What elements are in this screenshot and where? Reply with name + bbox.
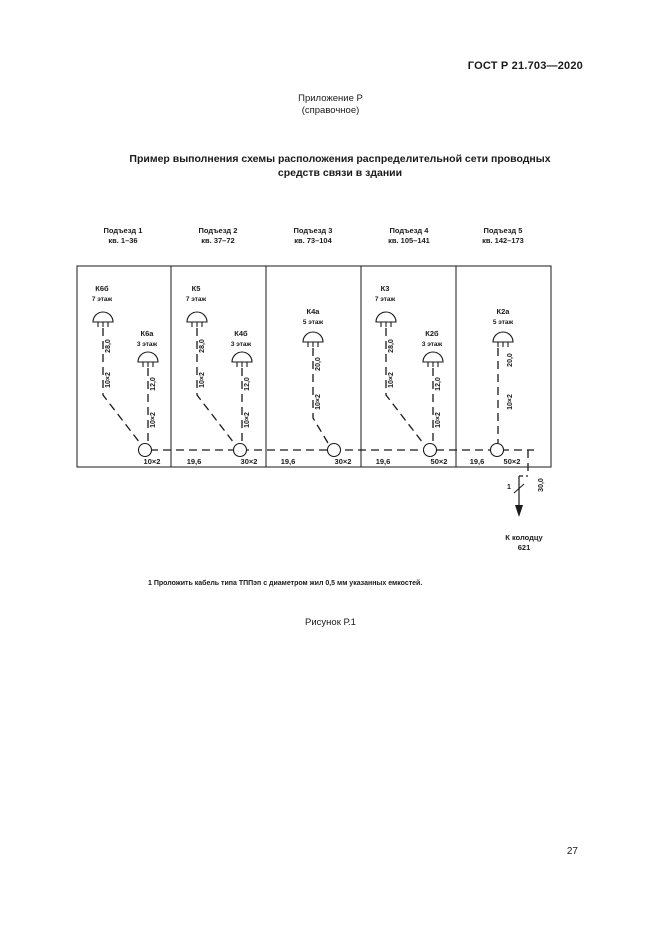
riser-length: 12,0 — [150, 377, 157, 391]
exit-length: 30,0 — [538, 478, 545, 492]
riser-cable: 10×2 — [244, 412, 251, 428]
box-floor: 7 этаж — [91, 296, 113, 303]
exit-marker: 1 — [507, 484, 511, 491]
box-floor: 3 этаж — [421, 341, 443, 348]
appendix-title: Приложение Р — [298, 93, 363, 104]
riser-cable: 10×2 — [199, 372, 206, 388]
section-1-name: Подъезд 1 — [103, 226, 143, 235]
section-3-name: Подъезд 3 — [293, 226, 333, 235]
riser-cable: 10×2 — [388, 372, 395, 388]
box-code: К6б — [95, 284, 109, 293]
diagram-note: 1 Проложить кабель типа ТППэп с диаметром жил 0,5 мм указанных емкостей. — [148, 580, 423, 587]
riser-cable: 10×2 — [507, 394, 514, 410]
appendix-subtitle: (справочное) — [301, 105, 360, 116]
riser-length: 20,0 — [507, 353, 514, 367]
exit-destination: К колодцу — [505, 533, 543, 542]
figure-caption: Рисунок Р.1 — [305, 617, 356, 628]
exit-manhole-number: 621 — [517, 543, 531, 552]
junction-3 — [328, 444, 341, 457]
trunk-cable: 10×2 — [143, 457, 161, 466]
riser-length: 12,0 — [244, 377, 251, 391]
junction-1 — [139, 444, 152, 457]
box-floor: 5 этаж — [492, 319, 514, 326]
distribution-box-icon — [138, 352, 158, 367]
box-code: К4б — [234, 329, 248, 338]
distribution-box-icon — [493, 332, 513, 347]
box-code: К2а — [496, 307, 510, 316]
riser-length: 28,0 — [388, 339, 395, 353]
riser-cable: 10×2 — [150, 412, 157, 428]
riser-length: 12,0 — [435, 377, 442, 391]
box-floor: 5 этаж — [302, 319, 324, 326]
distribution-box-icon — [93, 312, 113, 327]
distribution-box-icon — [232, 352, 252, 367]
figure-title-line2: средств связи в здании — [277, 167, 403, 179]
distribution-box-icon — [187, 312, 207, 327]
trunk-cable: 50×2 — [503, 457, 521, 466]
riser-cable: 10×2 — [435, 412, 442, 428]
trunk-cable: 30×2 — [334, 457, 352, 466]
junction-4 — [424, 444, 437, 457]
page-number: 27 — [566, 846, 578, 857]
section-2-range: кв. 37–72 — [201, 236, 235, 245]
box-code: К2б — [425, 329, 439, 338]
box-floor: 7 этаж — [374, 296, 396, 303]
figure-title-line1: Пример выполнения схемы расположения распределительной сети проводных — [129, 153, 551, 165]
riser-length: 28,0 — [199, 339, 206, 353]
exit-arrow — [514, 476, 528, 517]
riser-length: 20,0 — [315, 357, 322, 371]
distribution-box-icon — [376, 312, 396, 327]
trunk-cable: 50×2 — [430, 457, 448, 466]
section-3-range: кв. 73–104 — [294, 236, 332, 245]
section-1-range: кв. 1–36 — [108, 236, 138, 245]
box-floor: 3 этаж — [230, 341, 252, 348]
riser-cable: 10×2 — [105, 372, 112, 388]
junction-5 — [491, 444, 504, 457]
standard-header: ГОСТ Р 21.703—2020 — [467, 60, 583, 72]
trunk-length: 19,6 — [186, 457, 202, 466]
section-5-name: Подъезд 5 — [483, 226, 523, 235]
riser-length: 28,0 — [105, 339, 112, 353]
trunk-length: 19,6 — [469, 457, 485, 466]
section-4-range: кв. 105–141 — [388, 236, 430, 245]
trunk-length: 19,6 — [375, 457, 391, 466]
box-floor: 7 этаж — [185, 296, 207, 303]
junction-2 — [234, 444, 247, 457]
trunk-length: 19,6 — [280, 457, 296, 466]
distribution-box-icon — [303, 332, 323, 347]
section-2-name: Подъезд 2 — [198, 226, 238, 235]
distribution-box-icon — [423, 352, 443, 367]
section-4-name: Подъезд 4 — [389, 226, 429, 235]
box-code: К6а — [140, 329, 154, 338]
box-code: К3 — [380, 284, 390, 293]
box-code: К5 — [191, 284, 201, 293]
box-floor: 3 этаж — [136, 341, 158, 348]
box-code: К4а — [306, 307, 320, 316]
section-5-range: кв. 142–173 — [482, 236, 524, 245]
riser-cable: 10×2 — [315, 394, 322, 410]
trunk-cable: 30×2 — [240, 457, 258, 466]
